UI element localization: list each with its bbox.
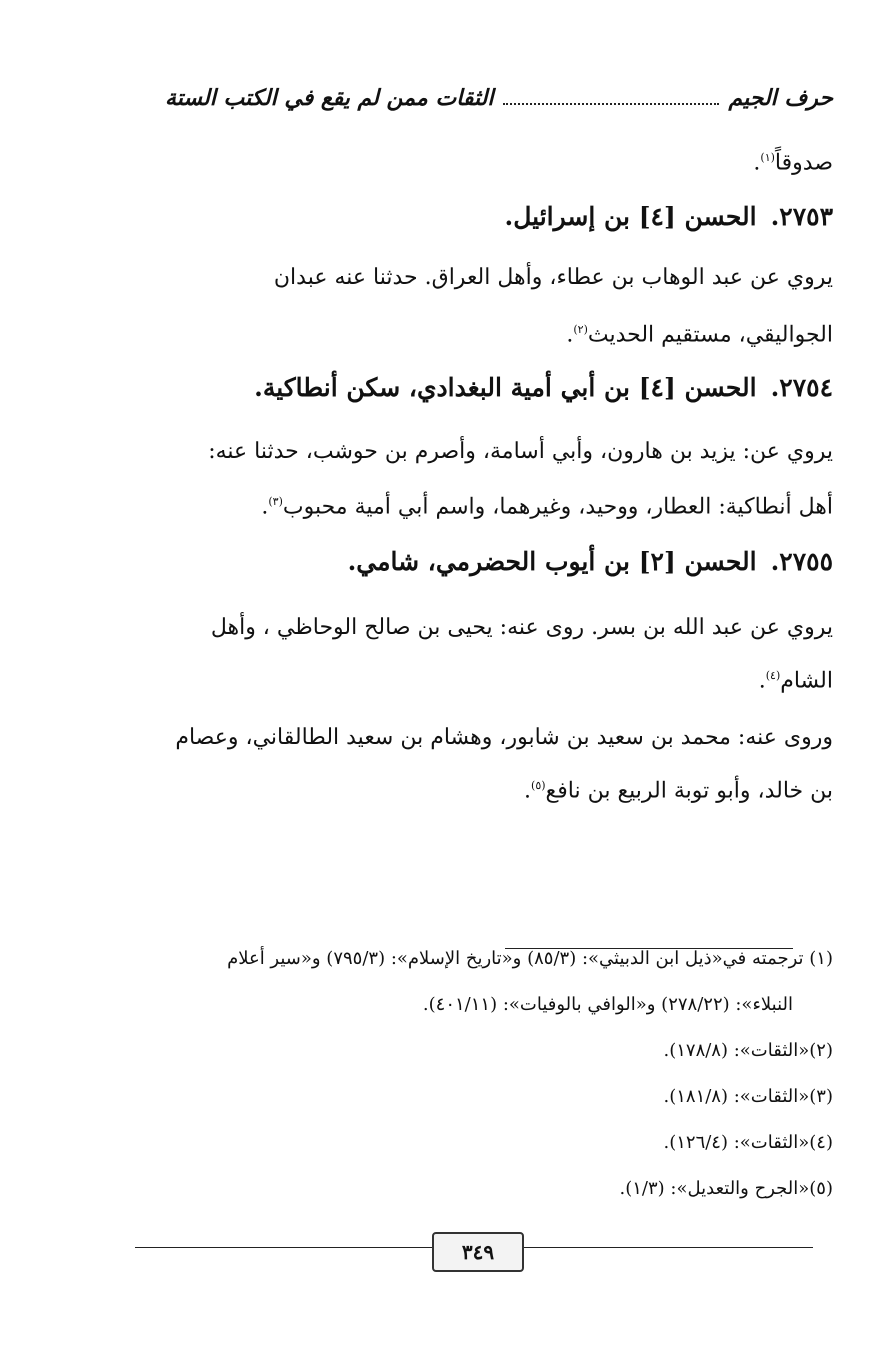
- footnote-ref-2: (٢): [573, 323, 588, 336]
- entry-heading-2754: [140, 368, 833, 408]
- entry-title: الحسن [٤] بن أبي أمية البغدادي، سكن أنطاكية.: [254, 373, 757, 402]
- entry-2755-line-1: يروي عن عبد الله بن بسر. روى عنه: يحيى بن صالح الوحاظي ، وأهل: [210, 615, 833, 640]
- entry-2753-line-2: [140, 310, 833, 355]
- footnote-1-line-1: (١) ترجمته في«ذيل ابن الدبيثي»: (٨٥/٣) و«تاريخ الإسلام»: (٧٩٥/٣) و«سير أعلام: [227, 948, 833, 969]
- footnote-ref-5: (٥): [531, 779, 546, 792]
- entry-number: ٢٧٥٥.: [770, 547, 833, 576]
- period: .: [566, 322, 574, 348]
- entry-2755-line-4: [140, 766, 833, 811]
- footnote-5: (٥)«الجرح والتعديل»: (١/٣).: [619, 1178, 833, 1199]
- entry-number: ٢٧٥٣.: [770, 202, 833, 231]
- entry-text: بن خالد، وأبو توبة الربيع بن نافع: [545, 778, 833, 804]
- carryover-text: صدوقاً: [774, 150, 833, 176]
- bottom-rule-left: [135, 1247, 432, 1248]
- page-number: ٣٤٩: [432, 1232, 524, 1272]
- entry-2754-line-1: يروي عن: يزيد بن هارون، وأبي أسامة، وأصرم بن حوشب، حدثنا عنه:: [208, 439, 833, 464]
- entry-title: الحسن [٢] بن أيوب الحضرمي، شامي.: [347, 547, 757, 576]
- period: .: [524, 778, 532, 804]
- entry-heading-2755: [140, 542, 833, 582]
- footnotes: [110, 936, 833, 1212]
- entry-title: الحسن [٤] بن إسرائيل.: [504, 202, 757, 231]
- header-section: حرف الجيم: [728, 85, 833, 111]
- carryover-line: [140, 138, 833, 183]
- entry-text: الشام: [780, 668, 833, 694]
- entry-2755-line-3: وروى عنه: محمد بن سعيد بن شابور، وهشام بن سعيد الطالقاني، وعصام: [175, 725, 833, 750]
- entry-heading-2753: [140, 197, 833, 237]
- footnote-ref-4: (٤): [765, 669, 781, 682]
- entry-text: الجواليقي، مستقيم الحديث: [587, 322, 833, 348]
- period: .: [753, 150, 761, 176]
- header-dot-leader: [503, 91, 718, 105]
- footnote-3: (٣)«الثقات»: (١٨١/٨).: [663, 1086, 833, 1107]
- entry-2753-line-1: يروي عن عبد الوهاب بن عطاء، وأهل العراق. حدثنا عنه عبدان: [273, 265, 833, 290]
- bottom-rule-right: [520, 1247, 813, 1248]
- entry-2754-line-2: [140, 482, 833, 527]
- entry-2755-line-2: [140, 656, 833, 701]
- footnote-4: (٤)«الثقات»: (١٢٦/٤).: [663, 1132, 833, 1153]
- period: .: [758, 668, 766, 694]
- footnote-1-line-2: النبلاء»: (٢٧٨/٢٢) و«الوافي بالوفيات»: (٤٠١/١١).: [422, 994, 793, 1015]
- footnote-2: (٢)«الثقات»: (١٧٨/٨).: [663, 1040, 833, 1061]
- footnote-ref-3: (٣): [268, 495, 283, 508]
- period: .: [261, 494, 269, 520]
- header-title: الثقات ممن لم يقع في الكتب الستة: [165, 85, 494, 111]
- running-header: [165, 80, 833, 116]
- entry-number: ٢٧٥٤.: [770, 373, 833, 402]
- footnote-ref-1: (١): [760, 151, 775, 164]
- entry-text: أهل أنطاكية: العطار، ووحيد، وغيرهما، واسم أبي أمية محبوب: [282, 494, 833, 520]
